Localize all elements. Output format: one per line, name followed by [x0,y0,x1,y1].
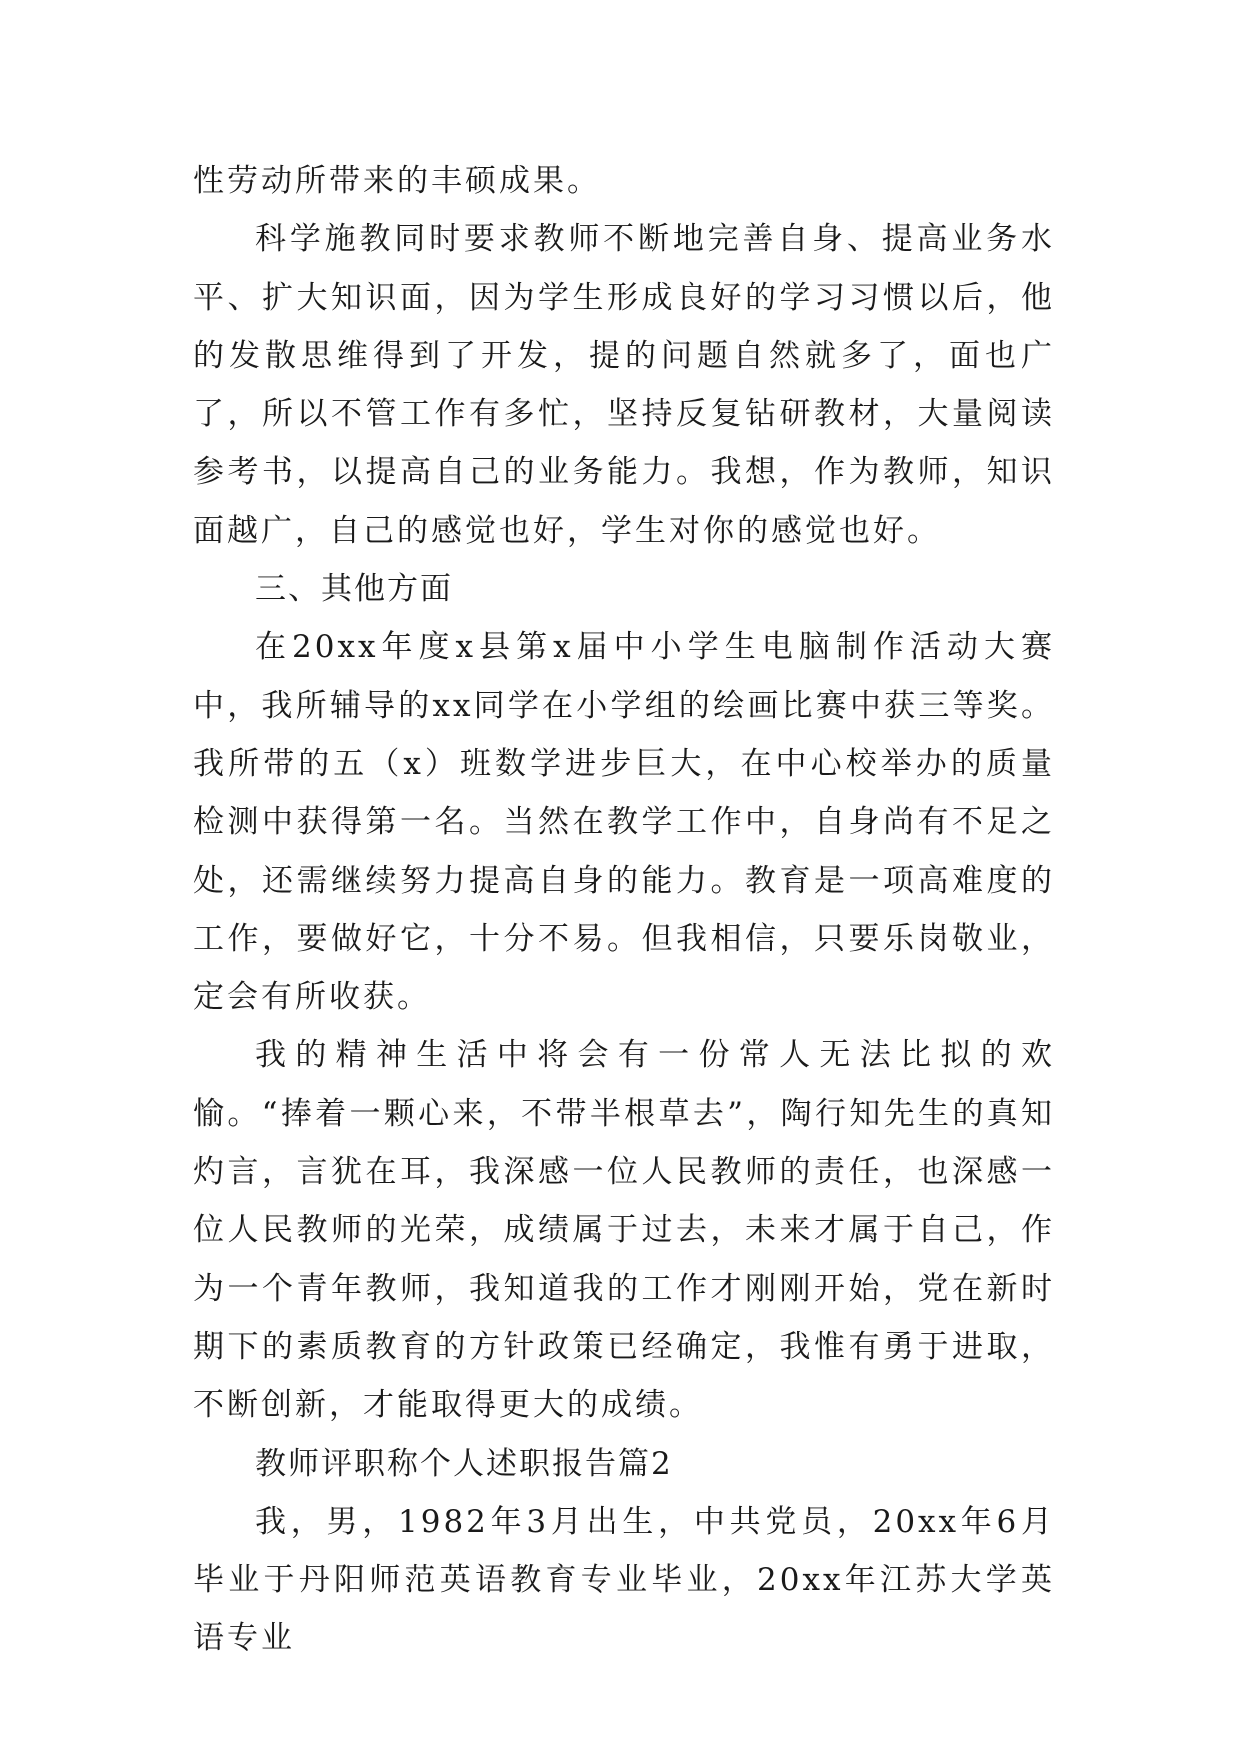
document-body [193,152,1055,1668]
paragraph-spiritual-life: 我的精神生活中将会有一份常人无法比拟的欢愉。“捧着一颗心来，不带半根草去”，陶行知先生的真知灼言，言犹在耳，我深感一位人民教师的责任，也深感一位人民教师的光荣，成绩属于过去，未来才属于自己，作为一个青年教师，我知道我的工作才刚刚开始，党在新时期下的素质教育的方针政策已经确定，我惟有勇于进取，不断创新，才能取得更大的成绩。 [193,1037,1055,1424]
paragraph-personal-intro: 我，男，1982年3月出生，中共党员，20xx年6月毕业于丹阳师范英语教育专业毕业，20xx年江苏大学英语专业 [193,1503,1055,1657]
paragraph-continuation: 性劳动所带来的丰硕成果。 [193,163,601,199]
paragraph-achievements: 在20xx年度x县第x届中小学生电脑制作活动大赛中，我所辅导的xx同学在小学组的绘画比赛中获三等奖。我所带的五（x）班数学进步巨大，在中心校举办的质量检测中获得第一名。当然在教学工作中，自身尚有不足之处，还需继续努力提高自身的能力。教育是一项高难度的工作，要做好它，十分不易。但我相信，只要乐岗敬业，定会有所收获。 [193,629,1055,1016]
paragraph-scientific-teaching: 科学施教同时要求教师不断地完善自身、提高业务水平、扩大知识面，因为学生形成良好的学习习惯以后，他的发散思维得到了开发，提的问题自然就多了，面也广了，所以不管工作有多忙，坚持反复钻研教材，大量阅读参考书，以提高自己的业务能力。我想，作为教师，知识面越广，自己的感觉也好，学生对你的感觉也好。 [193,221,1055,549]
section-heading-report-2: 教师评职称个人述职报告篇2 [255,1445,673,1482]
section-heading-other-aspects: 三、其他方面 [255,571,453,608]
